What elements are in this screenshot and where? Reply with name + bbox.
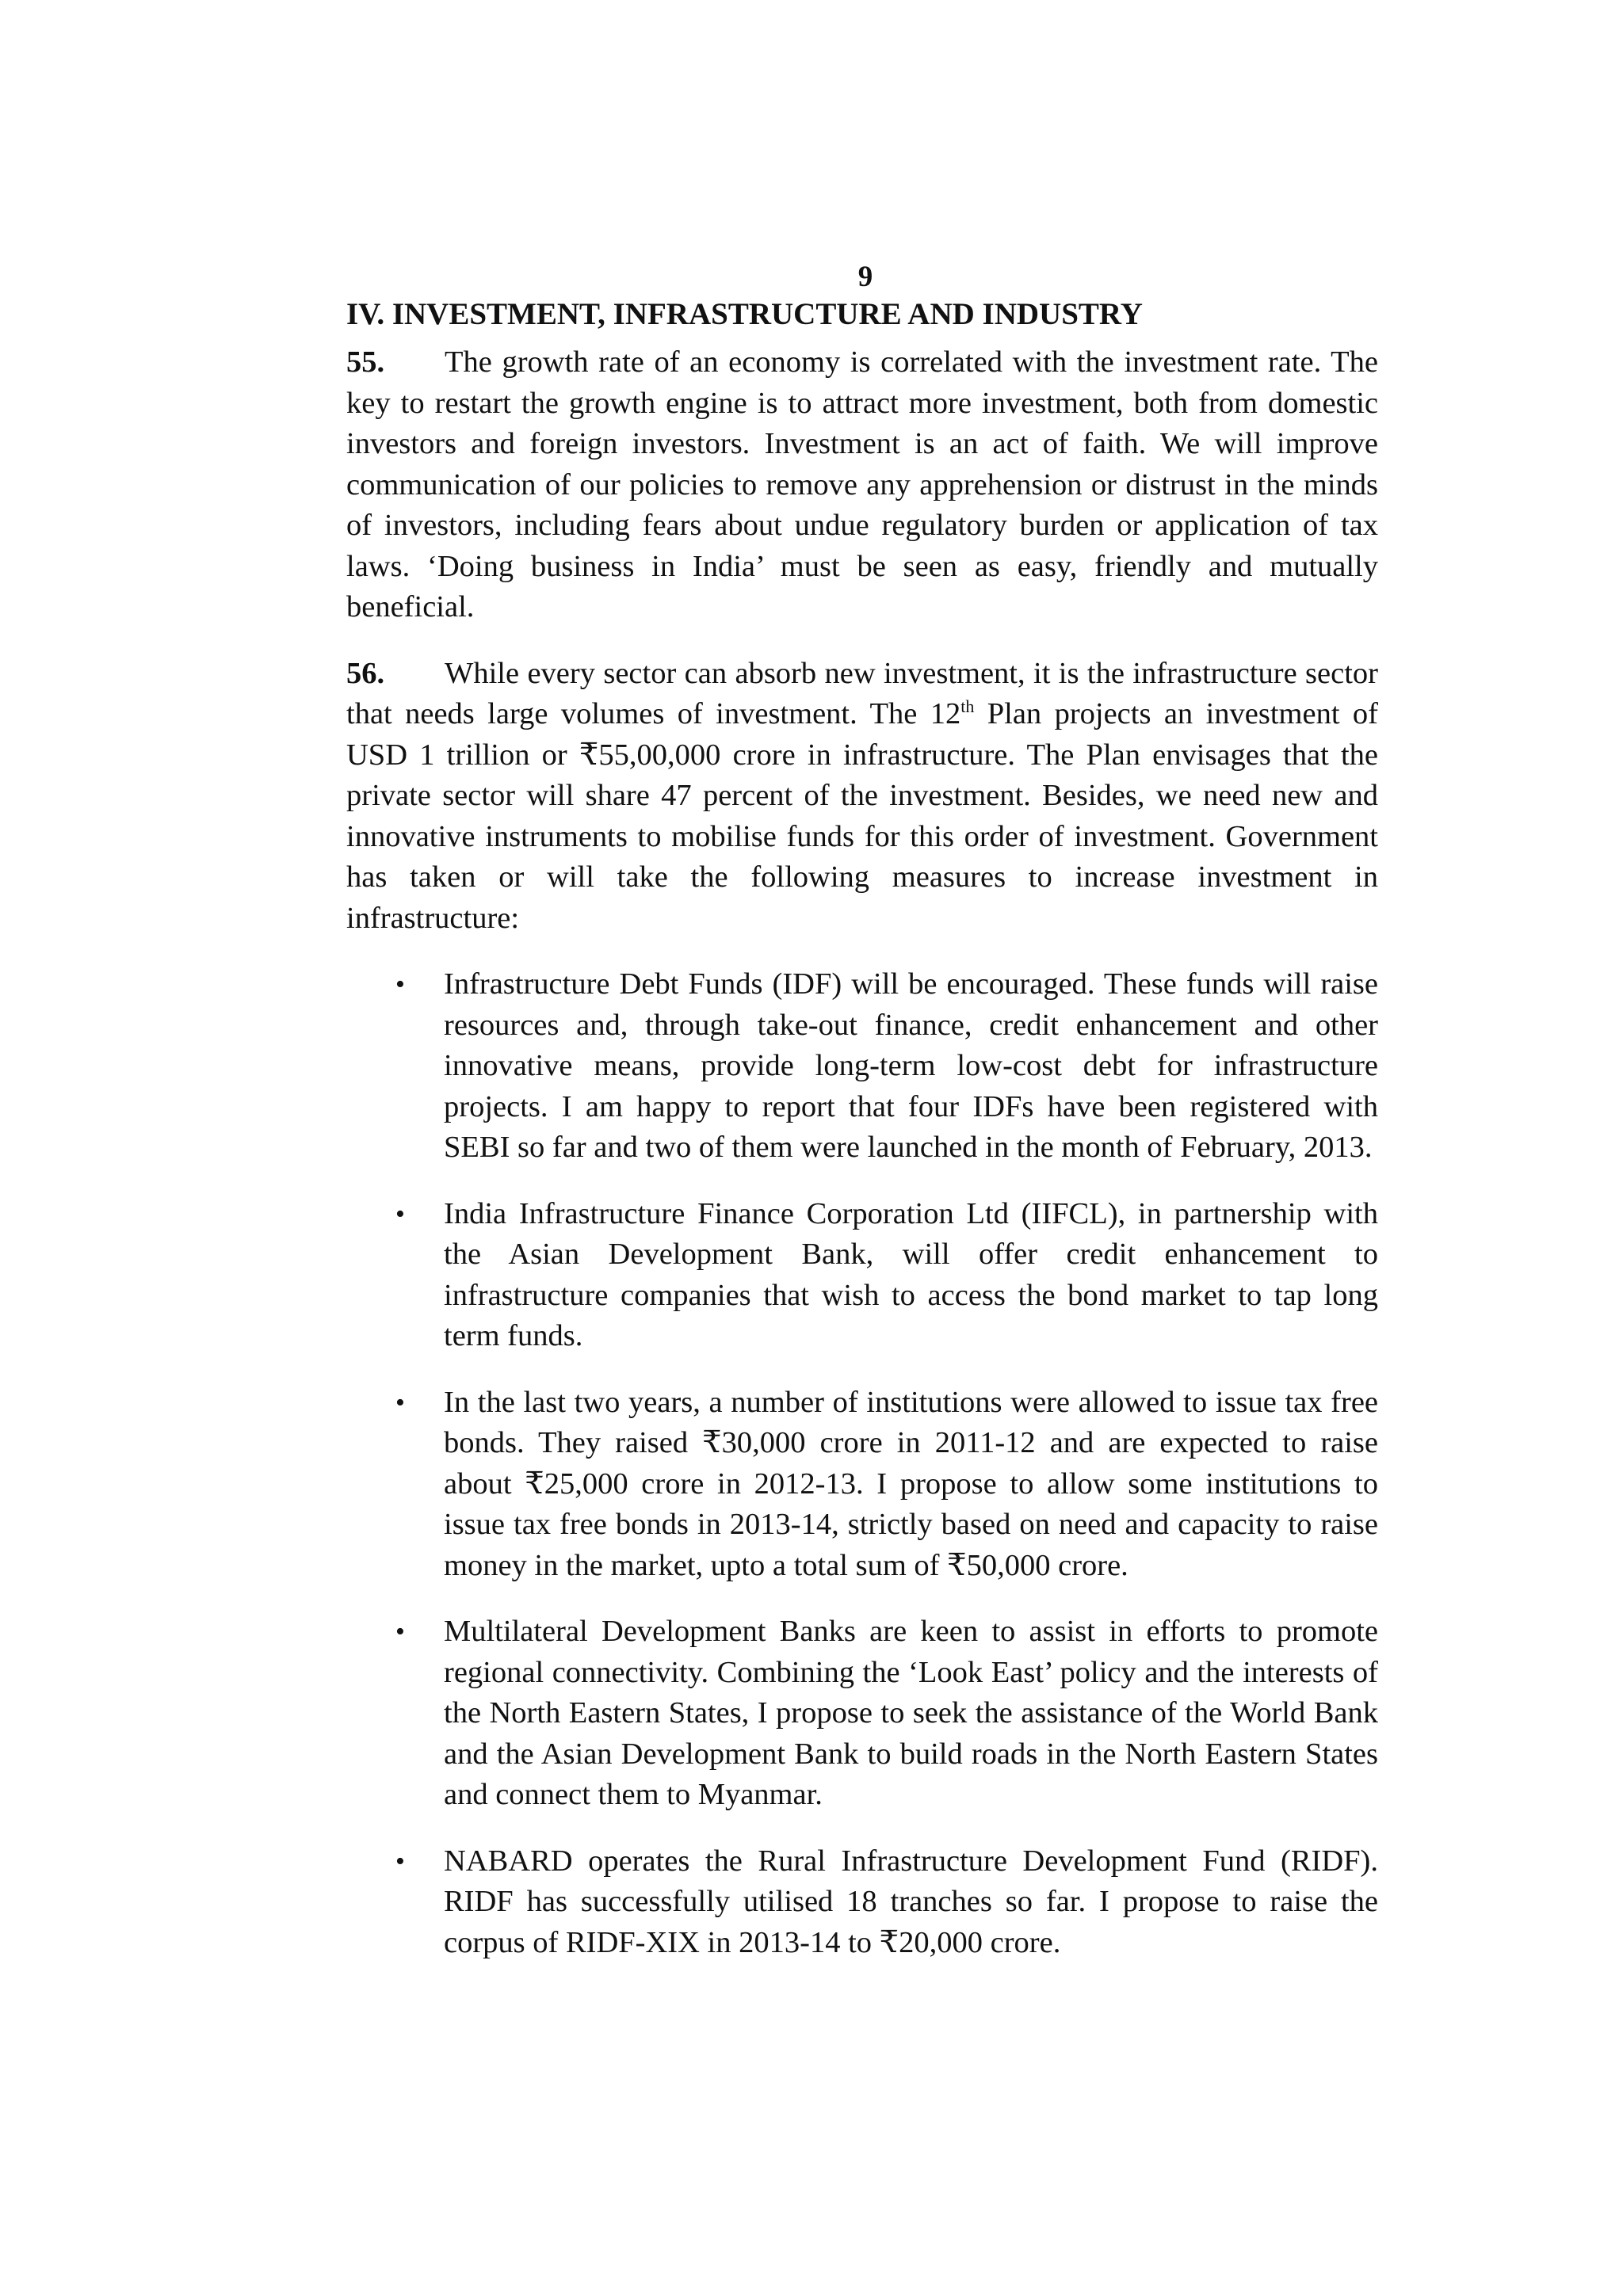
page-number: 9 bbox=[857, 261, 873, 293]
bullet-icon: • bbox=[395, 1846, 405, 1876]
bullet-icon: • bbox=[395, 1617, 405, 1646]
paragraph-text: The growth rate of an economy is correlated with the investment rate. The key to restart the growth engine is to attract more investment, both from domestic investors and foreign investors. Investment is an act of faith. We will improve communication of our policies to remove any apprehension or distrust in the minds of investors, including fears about undue regulatory burden or application of tax laws. ‘Doing business in India’ must be seen as easy, friendly and mutually beneficial. bbox=[346, 345, 1378, 624]
list-item-nabard bbox=[346, 1841, 1378, 1964]
list-item-text: Multilateral Development Banks are keen to assist in efforts to promote regional connectivity. Combining the ‘Look East’ policy and the interests of the North Eastern States, I propose to seek the assistance of the World Bank and the Asian Development Bank to build roads in the North Eastern States and connect them to Myanmar. bbox=[444, 1615, 1378, 1811]
paragraph-55 bbox=[346, 342, 1378, 628]
bullet-icon: • bbox=[395, 1387, 405, 1417]
list-item-iifcl bbox=[346, 1194, 1378, 1357]
measures-list bbox=[346, 964, 1378, 1963]
list-item-text: India Infrastructure Finance Corporation Ltd (IIFCL), in partnership with the Asian Development Bank, will offer credit enhancement to infrastructure companies that wish to access the bond market to tap long term funds. bbox=[444, 1196, 1378, 1352]
list-item-tax-free-bonds bbox=[346, 1383, 1378, 1587]
paragraph-text-continued: Plan projects an investment of USD 1 trillion or ₹55,00,000 crore in infrastructure. The Plan envisages that the private sector will share 47 percent of the investment. Besides, we need new and innovative instruments to mobilise funds for this order of investment. Government has taken or will take the following measures to increase investment in infrastructure: bbox=[346, 697, 1378, 935]
list-item-text: NABARD operates the Rural Infrastructure Development Fund (RIDF). RIDF has successfully utilised 18 tranches so far. I propose to raise the corpus of RIDF-XIX in 2013-14 to ₹20,000 crore. bbox=[444, 1844, 1378, 1959]
paragraph-text: While every sector can absorb new investment, it is the infrastructure sector that needs large volumes of investment. The 12 bbox=[346, 656, 1378, 730]
bullet-icon: • bbox=[395, 970, 405, 999]
paragraph-number: 55. bbox=[346, 345, 385, 379]
list-item-text: In the last two years, a number of institutions were allowed to issue tax free bonds. They raised ₹30,000 crore in 2011-12 and are expected to raise about ₹25,000 crore in 2012-13. I propose to allow some institutions to issue tax free bonds in 2013-14, strictly based on need and capacity to raise money in the market, upto a total sum of ₹50,000 crore. bbox=[444, 1385, 1378, 1582]
document-page bbox=[346, 260, 1378, 1989]
list-item-mdb bbox=[346, 1611, 1378, 1816]
paragraph-number: 56. bbox=[346, 656, 385, 690]
bullet-icon: • bbox=[395, 1199, 405, 1229]
paragraph-56 bbox=[346, 654, 1378, 940]
list-item-text: Infrastructure Debt Funds (IDF) will be encouraged. These funds will raise resources and, through take-out finance, credit enhancement and other innovative means, provide long-term low-cost debt for infrastructure projects. I am happy to report that four IDFs have been registered with SEBI so far and two of them were launched in the month of February, 2013. bbox=[444, 967, 1378, 1164]
section-heading: IV. INVESTMENT, INFRASTRUCTURE AND INDUSTRY bbox=[346, 297, 1143, 331]
list-item-idf bbox=[346, 964, 1378, 1169]
ordinal-superscript: th bbox=[960, 696, 975, 717]
